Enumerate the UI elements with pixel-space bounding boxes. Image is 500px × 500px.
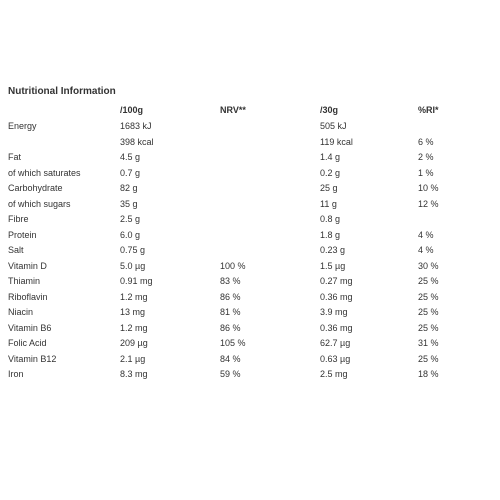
per-30g-value: 2.5 mg bbox=[320, 369, 348, 379]
per-30g-value: 62.7 µg bbox=[320, 338, 351, 348]
table-row bbox=[8, 166, 488, 182]
per-100g-value: 2.5 g bbox=[120, 214, 141, 224]
nrv-value: 59 % bbox=[220, 369, 241, 379]
nrv-value: 100 % bbox=[220, 260, 246, 271]
table-row bbox=[8, 321, 488, 337]
table-header-row bbox=[8, 103, 488, 119]
table-body bbox=[8, 119, 488, 383]
table-row bbox=[8, 119, 488, 135]
nutrient-name bbox=[8, 135, 120, 151]
per-100g-value: 0.75 g bbox=[120, 245, 146, 255]
per-100g-value: 8.3 mg bbox=[120, 369, 148, 379]
per-30g-value: 1.4 g bbox=[320, 152, 341, 162]
nutrient-name: Vitamin B6 bbox=[8, 322, 52, 333]
per-30g-value: 0.8 g bbox=[320, 214, 341, 224]
nrv-value bbox=[220, 119, 320, 135]
per-30g-value: 0.2 g bbox=[320, 167, 341, 178]
per-30g-value: 0.27 mg bbox=[320, 276, 353, 286]
per-100g-value: 13 mg bbox=[120, 307, 146, 317]
nutrient-name: Fat bbox=[8, 152, 22, 162]
per-30g-value: 0.63 µg bbox=[320, 353, 351, 364]
table-row bbox=[8, 243, 488, 259]
ri-value: 1 % bbox=[418, 167, 434, 178]
table-row bbox=[8, 367, 488, 383]
ri-value: 25 % bbox=[418, 353, 439, 364]
ri-value: 4 % bbox=[418, 229, 434, 240]
ri-value: 2 % bbox=[418, 152, 434, 162]
nutrient-name: of which saturates bbox=[8, 167, 81, 178]
ri-value: 12 % bbox=[418, 198, 439, 209]
per-30g-value: 3.9 mg bbox=[320, 307, 348, 317]
nrv-value bbox=[220, 166, 320, 182]
nrv-value bbox=[220, 150, 320, 166]
ri-value: 10 % bbox=[418, 183, 439, 193]
per-100g-value: 82 g bbox=[120, 183, 138, 193]
ri-value bbox=[418, 119, 488, 135]
per-100g-value: 4.5 g bbox=[120, 152, 141, 162]
table-row bbox=[8, 305, 488, 321]
ri-value: 6 % bbox=[418, 136, 434, 147]
nrv-value: 86 % bbox=[220, 322, 241, 333]
ri-value: 25 % bbox=[418, 276, 439, 286]
column-header: NRV** bbox=[220, 105, 246, 116]
per-100g-value: 5.0 µg bbox=[120, 260, 146, 271]
per-100g-value: 0.7 g bbox=[120, 167, 141, 178]
table-row bbox=[8, 135, 488, 151]
ri-value: 25 % bbox=[418, 291, 439, 302]
per-30g-value: 11 g bbox=[320, 198, 337, 209]
nutrient-name: Vitamin B12 bbox=[8, 353, 57, 364]
column-header: /100g bbox=[120, 105, 144, 116]
nrv-value bbox=[220, 243, 320, 259]
per-100g-value: 2.1 µg bbox=[120, 353, 146, 364]
ri-value: 18 % bbox=[418, 369, 439, 379]
ri-value bbox=[418, 212, 488, 228]
nrv-value: 105 % bbox=[220, 338, 246, 348]
table-row bbox=[8, 228, 488, 244]
page-title: Nutritional Information bbox=[8, 86, 116, 97]
nutrient-name: Folic Acid bbox=[8, 338, 47, 348]
per-100g-value: 1.2 mg bbox=[120, 322, 148, 333]
nrv-value bbox=[220, 135, 320, 151]
nutrient-name: Salt bbox=[8, 245, 24, 255]
column-header: /30g bbox=[320, 105, 339, 116]
nutrient-name: Carbohydrate bbox=[8, 183, 63, 193]
nutrient-name: Vitamin D bbox=[8, 260, 47, 271]
table-row bbox=[8, 290, 488, 306]
nutrient-name: of which sugars bbox=[8, 198, 71, 209]
per-30g-value: 1.5 µg bbox=[320, 260, 346, 271]
per-100g-value: 1.2 mg bbox=[120, 291, 148, 302]
nutrient-name: Fibre bbox=[8, 214, 29, 224]
per-100g-value: 35 g bbox=[120, 198, 138, 209]
nrv-value: 83 % bbox=[220, 276, 241, 286]
per-30g-value: 505 kJ bbox=[320, 121, 347, 131]
nrv-value bbox=[220, 228, 320, 244]
column-header: %RI* bbox=[418, 105, 439, 116]
nutrition-table bbox=[8, 103, 488, 383]
per-30g-value: 0.23 g bbox=[320, 245, 346, 255]
nutrient-name: Thiamin bbox=[8, 276, 41, 286]
column-header bbox=[8, 103, 120, 119]
per-30g-value: 1.8 g bbox=[320, 229, 341, 240]
ri-value: 25 % bbox=[418, 322, 439, 333]
per-30g-value: 119 kcal bbox=[320, 136, 353, 147]
per-100g-value: 6.0 g bbox=[120, 229, 141, 240]
table-row bbox=[8, 150, 488, 166]
nutrient-name: Protein bbox=[8, 229, 37, 240]
nrv-value: 81 % bbox=[220, 307, 241, 317]
table-row bbox=[8, 197, 488, 213]
per-100g-value: 398 kcal bbox=[120, 136, 154, 147]
nrv-value: 86 % bbox=[220, 291, 241, 302]
per-30g-value: 0.36 mg bbox=[320, 322, 353, 333]
table-row bbox=[8, 336, 488, 352]
nrv-value bbox=[220, 181, 320, 197]
ri-value: 30 % bbox=[418, 260, 439, 271]
nrv-value: 84 % bbox=[220, 353, 241, 364]
nrv-value bbox=[220, 197, 320, 213]
nutrient-name: Riboflavin bbox=[8, 291, 48, 302]
per-100g-value: 1683 kJ bbox=[120, 121, 152, 131]
nutrient-name: Energy bbox=[8, 121, 37, 131]
ri-value: 31 % bbox=[418, 338, 439, 348]
table-row bbox=[8, 259, 488, 275]
nutrient-name: Niacin bbox=[8, 307, 34, 317]
per-100g-value: 209 µg bbox=[120, 338, 148, 348]
per-100g-value: 0.91 mg bbox=[120, 276, 153, 286]
per-30g-value: 0.36 mg bbox=[320, 291, 353, 302]
table-row bbox=[8, 181, 488, 197]
ri-value: 4 % bbox=[418, 245, 434, 255]
table-row bbox=[8, 274, 488, 290]
nrv-value bbox=[220, 212, 320, 228]
per-30g-value: 25 g bbox=[320, 183, 338, 193]
nutrient-name: Iron bbox=[8, 369, 24, 379]
ri-value: 25 % bbox=[418, 307, 439, 317]
table-row bbox=[8, 352, 488, 368]
table-row bbox=[8, 212, 488, 228]
